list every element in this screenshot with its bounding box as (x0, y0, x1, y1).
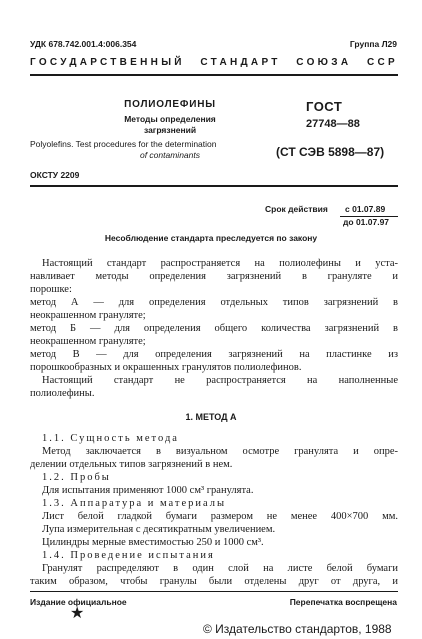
intro-line: неокрашенном грануляте; (30, 310, 146, 321)
paragraph-line: таким образом, чтобы гранулы были отделены друг от друга, и (30, 576, 398, 587)
paragraph-line: Лупа измерительная с десятикратным увеличением. (42, 524, 276, 535)
paragraph-line: Для испытания применяют 1000 см³ гранулята. (42, 485, 254, 496)
paragraph-line: Лист белой гладкой бумаги размером не менее 400×700 мм. (42, 511, 398, 522)
title-ru: ПОЛИОЛЕФИНЫ (124, 99, 216, 110)
udk-code: УДК 678.742.001.4:006.354 (30, 39, 137, 49)
subsection-heading: 1.3. Аппаратура и материалы (42, 498, 227, 509)
title-en-line1: Polyolefins. Test procedures for the determination (30, 139, 217, 149)
paragraph-line: Цилиндры мерные вместимостью 250 и 1000 см³. (42, 537, 264, 548)
intro-line: Настоящий стандарт не распространяется на наполненные (42, 375, 398, 386)
intro-line: метод Б — для определения общего количества загрязнений в (30, 323, 398, 334)
copyright: © Издательство стандартов, 1988 (203, 622, 392, 636)
subsection-heading: 1.2. Пробы (42, 472, 111, 483)
intro-line: порошке: (30, 284, 72, 295)
paragraph-line: делении отдельных типов загрязнений в нем. (30, 459, 233, 470)
intro-line: метод В — для определения загрязнений на пластинке из (30, 349, 398, 360)
validity-from: с 01.07.89 (345, 204, 386, 214)
law-warning: Несоблюдение стандарта преследуется по закону (104, 233, 318, 243)
subsection-heading: 1.1. Сущность метода (42, 433, 179, 444)
intro-line: полиолефины. (30, 388, 95, 399)
subtitle-ru-line1: Методы определения (124, 114, 216, 124)
star-icon: ★ (70, 605, 85, 622)
intro-line: неокрашенном грануляте; (30, 336, 146, 347)
gost-number: 27748—88 (306, 118, 360, 130)
subtitle-ru-line2: загрязнений (143, 125, 197, 135)
official-edition: Издание официальное (30, 597, 127, 607)
intro-line: Настоящий стандарт распространяется на полиолефины и уста- (42, 258, 398, 269)
intro-line: навливает методы определения загрязнений в грануляте и (30, 271, 398, 282)
validity-label: Срок действия (265, 204, 328, 214)
group-code: Группа Л29 (349, 39, 397, 49)
intro-line: метод А — для определения отдельных типов загрязнений в (30, 297, 398, 308)
standard-title: ГОСУДАРСТВЕННЫЙ СТАНДАРТ СОЮЗА ССР (30, 57, 398, 68)
title-en-line2: of contaminants (139, 150, 200, 160)
validity-to: до 01.07.97 (343, 217, 390, 227)
title-rule (30, 185, 398, 187)
gost-label: ГОСТ (306, 99, 343, 114)
paragraph-line: Гранулят распределяют в один слой на листе белой бумаги (42, 563, 398, 574)
reprint-notice: Перепечатка воспрещена (289, 597, 397, 607)
st-sev-number: (СТ СЭВ 5898—87) (276, 145, 385, 159)
footer-rule (30, 591, 398, 592)
section-heading: 1. МЕТОД А (185, 412, 237, 422)
subsection-heading: 1.4. Проведение испытания (42, 550, 215, 561)
header-rule (30, 74, 398, 76)
paragraph-line: Метод заключается в визуальном осмотре гранулята и опре- (42, 446, 398, 457)
okstu-code: ОКСТУ 2209 (30, 170, 80, 180)
intro-line: порошкообразных и окрашенных гранулятов полиолефинов. (30, 362, 302, 373)
